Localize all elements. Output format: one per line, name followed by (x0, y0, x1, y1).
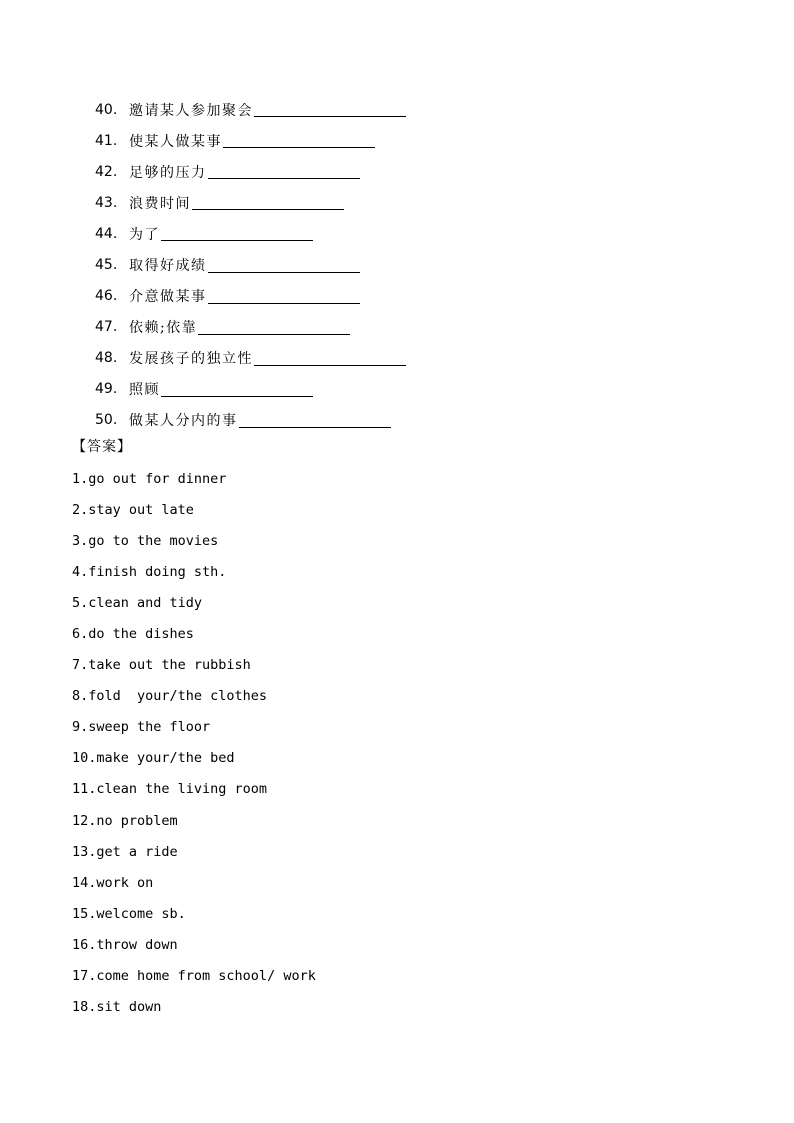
answer-blank (161, 224, 313, 241)
question-list (95, 94, 406, 436)
answer-blank (254, 100, 406, 117)
question-item (95, 405, 406, 436)
question-number: 43. (95, 194, 118, 211)
question-number: 45. (95, 257, 118, 274)
answer-blank (208, 287, 360, 304)
question-number: 48. (95, 350, 118, 367)
question-number: 49. (95, 381, 118, 398)
answer-item: 12.no problem (72, 812, 178, 829)
question-number: 46. (95, 288, 118, 305)
question-number: 50. (95, 412, 118, 429)
answer-blank (239, 411, 391, 428)
answer-item: 4.finish doing sth. (72, 563, 227, 580)
question-item (95, 281, 406, 312)
answer-item: 2.stay out late (72, 501, 194, 518)
question-text: 依赖;依靠 (129, 320, 198, 337)
question-item (95, 187, 406, 218)
question-item (95, 374, 406, 405)
question-item (95, 125, 406, 156)
answer-item: 14.work on (72, 874, 154, 891)
question-text: 使某人做某事 (129, 133, 222, 150)
question-item (95, 343, 406, 374)
answer-blank (192, 193, 344, 210)
question-item (95, 218, 406, 249)
question-text: 做某人分内的事 (129, 413, 238, 430)
answer-item: 5.clean and tidy (72, 594, 203, 611)
answer-blank (198, 318, 350, 335)
question-number: 44. (95, 225, 118, 242)
question-item (95, 156, 406, 187)
answer-item: 7.take out the rubbish (72, 657, 251, 674)
answer-item: 1.go out for dinner (72, 470, 227, 487)
question-number: 41. (95, 132, 118, 149)
answer-heading: 【答案】 (72, 439, 132, 455)
answer-item: 9.sweep the floor (72, 719, 211, 736)
answer-list (72, 463, 316, 1023)
question-text: 足够的压力 (129, 164, 207, 181)
answer-item: 10.make your/the bed (72, 750, 235, 767)
answer-blank (223, 131, 375, 148)
answer-item: 13.get a ride (72, 843, 178, 860)
answer-item: 3.go to the movies (72, 532, 219, 549)
question-text: 邀请某人参加聚会 (129, 102, 253, 119)
question-text: 取得好成绩 (129, 258, 207, 275)
answer-item: 17.come home from school/ work (72, 968, 316, 985)
question-item (95, 249, 406, 280)
answer-blank (208, 256, 360, 273)
question-text: 介意做某事 (129, 289, 207, 306)
answer-blank (254, 349, 406, 366)
question-number: 47. (95, 319, 118, 336)
question-item (95, 312, 406, 343)
answer-item: 11.clean the living room (72, 781, 268, 798)
answer-item: 6.do the dishes (72, 626, 194, 643)
question-text: 发展孩子的独立性 (129, 351, 253, 368)
answer-blank (161, 380, 313, 397)
question-text: 浪费时间 (129, 195, 191, 212)
answer-item: 15.welcome sb. (72, 905, 186, 922)
answer-blank (208, 162, 360, 179)
answer-item: 8.fold your/the clothes (72, 688, 268, 705)
answer-item: 16.throw down (72, 936, 178, 953)
question-text: 为了 (129, 226, 160, 243)
question-number: 42. (95, 163, 118, 180)
question-number: 40. (95, 101, 118, 118)
question-item (95, 94, 406, 125)
question-text: 照顾 (129, 382, 160, 399)
answer-item: 18.sit down (72, 999, 162, 1016)
